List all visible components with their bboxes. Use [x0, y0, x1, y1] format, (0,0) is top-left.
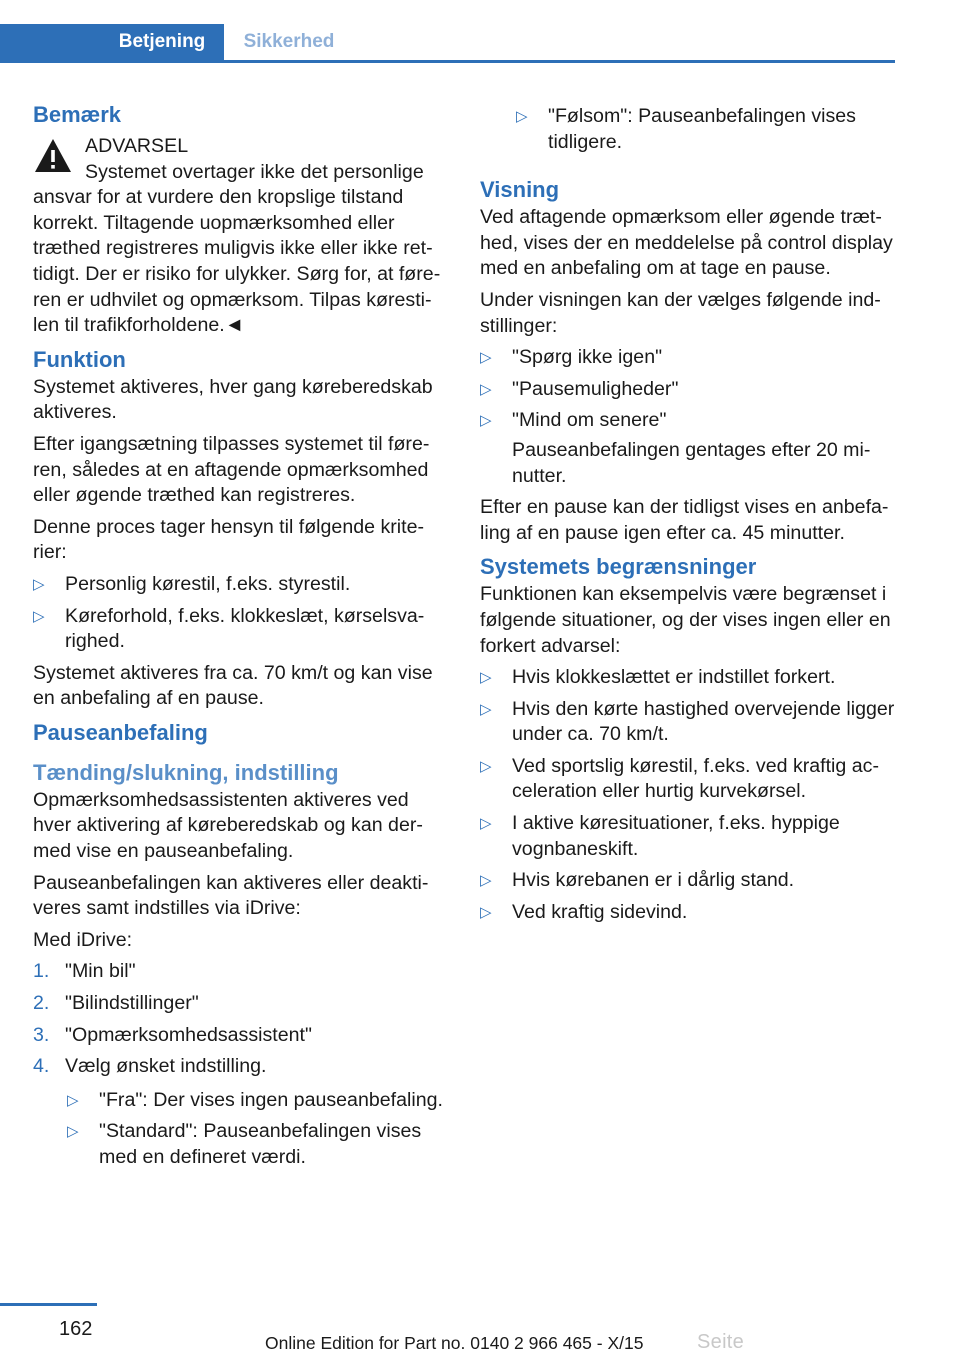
warning-block	[33, 134, 448, 339]
triangle-right-icon: ▷	[480, 412, 492, 430]
triangle-right-icon: ▷	[480, 815, 492, 833]
triangle-right-icon: ▷	[480, 757, 492, 775]
warning-label: ADVARSEL	[85, 135, 189, 157]
warning-text: Systemet overtager ikke det personlige ansvar for at vurdere den kropslige tilstand korrekt. Tiltagende uopmærksomhed eller træthed registreres muligvis ikke eller ikke rettidigt. Der er risiko for ulykker. Sørg for, at føreren er udhvilet og opmærksom. Tilpas kørestilen til trafikforholdene.◄	[33, 160, 441, 337]
visning-paragraph-3: Efter en pause kan der tidligst vises en anbefaling af en pause igen efter ca. 45 minutter.	[480, 496, 889, 544]
list-item: ▷ "Spørg ikke igen"	[480, 345, 895, 371]
tab-sikkerhed[interactable]: Sikkerhed	[224, 24, 354, 60]
triangle-right-icon: ▷	[480, 700, 492, 718]
list-item: ▷ Køreforhold, f.eks. klokkeslæt, kørselsvarighed.	[33, 604, 425, 653]
list-item: 3. "Opmærksomhedsassistent"	[33, 1023, 312, 1046]
list-item: ▷ Ved sportslig kørestil, f.eks. ved kraftig acceleration eller hurtig kurvekørsel.	[480, 754, 879, 803]
list-item: ▷ Hvis kørebanen er i dårlig stand.	[480, 868, 895, 894]
visning-paragraph-1: Ved aftagende opmærksom eller øgende træthed, vises der en meddelelse på control display med en anbefaling om at tage en pause.	[480, 206, 893, 280]
list-item: ▷ "Fra": Der vises ingen pauseanbefaling.	[67, 1088, 448, 1114]
triangle-right-icon: ▷	[516, 108, 528, 125]
setting-paragraph-1: Opmærksomhedsassistenten aktiveres ved hver aktivering af køreberedskab og kan dermed vise en pauseanbefaling.	[33, 788, 423, 863]
list-item: ▷ Ved kraftig sidevind.	[480, 900, 895, 926]
list-item: 1. "Min bil"	[33, 960, 136, 983]
limits-list	[480, 665, 895, 925]
setting-paragraph-2: Pauseanbefalingen kan aktiveres eller deaktiveres samt indstilles via iDrive:	[33, 871, 429, 920]
list-item: ▷ "Følsom": Pauseanbefalingen vises tidligere.	[516, 105, 856, 153]
triangle-right-icon: ▷	[33, 575, 45, 593]
steps-list	[33, 959, 448, 1170]
tab-underline	[0, 60, 895, 63]
heading-visning: Visning	[480, 177, 560, 203]
heading-taending-slukning: Tænding/slukning, indstilling	[33, 759, 339, 785]
heading-pauseanbefaling: Pauseanbefaling	[33, 719, 208, 745]
heading-begraensninger: Systemets begrænsninger	[480, 554, 757, 580]
warning-triangle-icon	[33, 136, 73, 176]
funktion-paragraph-3: Denne proces tager hensyn til følgende kriterier:	[33, 515, 425, 564]
list-item: 4. Vælg ønsket indstilling. ▷ "Fra": Der vises ingen pauseanbefaling. ▷ "Standard": Pauseanbefalingen vises med en defineret værdi.	[33, 1054, 448, 1170]
options-list	[67, 1088, 448, 1171]
remind-note: Pauseanbefalingen gentages efter 20 minutter.	[512, 438, 871, 487]
top-tab-bar	[0, 0, 895, 62]
watermark: Seite	[697, 1331, 745, 1353]
display-options-list	[480, 345, 895, 434]
left-column	[33, 100, 448, 1177]
funktion-paragraph-1: Systemet aktiveres, hver gang køreberedskab aktiveres.	[33, 375, 433, 424]
list-item: ▷ "Standard": Pauseanbefalingen vises med en defineret værdi.	[67, 1120, 422, 1168]
list-item: ▷ Hvis klokkeslættet er indstillet forkert.	[480, 665, 895, 691]
limits-paragraph-1: Funktionen kan eksempelvis være begrænset i følgende situationer, og der vises ingen eller en forkert advarsel:	[480, 583, 891, 657]
list-item: 2. "Bilindstillinger"	[33, 992, 199, 1015]
triangle-right-icon: ▷	[480, 903, 492, 921]
setting-paragraph-3: Med iDrive:	[33, 928, 133, 951]
list-item: ▷ Hvis den kørte hastighed overvejende ligger under ca. 70 km/t.	[480, 697, 895, 746]
note-title: Bemærk	[33, 102, 122, 127]
options-list-continued	[516, 104, 895, 155]
heading-funktion: Funktion	[33, 346, 126, 372]
tab-betjening[interactable]: Betjening	[0, 24, 224, 60]
page-number: 162	[59, 1318, 93, 1340]
list-item: ▷ I aktive køresituationer, f.eks. hyppige vognbaneskift.	[480, 812, 840, 860]
triangle-right-icon: ▷	[33, 607, 45, 625]
funktion-paragraph-2: Efter igangsætning tilpasses systemet til føreren, således at en aftagende opmærksomhed eller øgende træthed kan registreres.	[33, 432, 430, 507]
triangle-right-icon: ▷	[480, 872, 492, 890]
right-column	[480, 100, 895, 931]
triangle-right-icon: ▷	[67, 1123, 79, 1141]
triangle-right-icon: ▷	[67, 1091, 79, 1109]
page-number-rule	[0, 1303, 97, 1306]
triangle-right-icon: ▷	[480, 669, 492, 687]
list-item: ▷ "Mind om senere"	[480, 408, 895, 434]
list-item: ▷ Personlig kørestil, f.eks. styrestil.	[33, 572, 448, 598]
triangle-right-icon: ▷	[480, 380, 492, 398]
criteria-list	[33, 572, 448, 655]
funktion-paragraph-4: Systemet aktiveres fra ca. 70 km/t og kan vise en anbefaling af en pause.	[33, 661, 433, 710]
edition-text: Online Edition for Part no. 0140 2 966 465 - X/15	[265, 1333, 644, 1353]
triangle-right-icon: ▷	[480, 349, 492, 367]
list-item: ▷ "Pausemuligheder"	[480, 377, 895, 403]
visning-paragraph-2: Under visningen kan der vælges følgende indstillinger:	[480, 288, 881, 337]
